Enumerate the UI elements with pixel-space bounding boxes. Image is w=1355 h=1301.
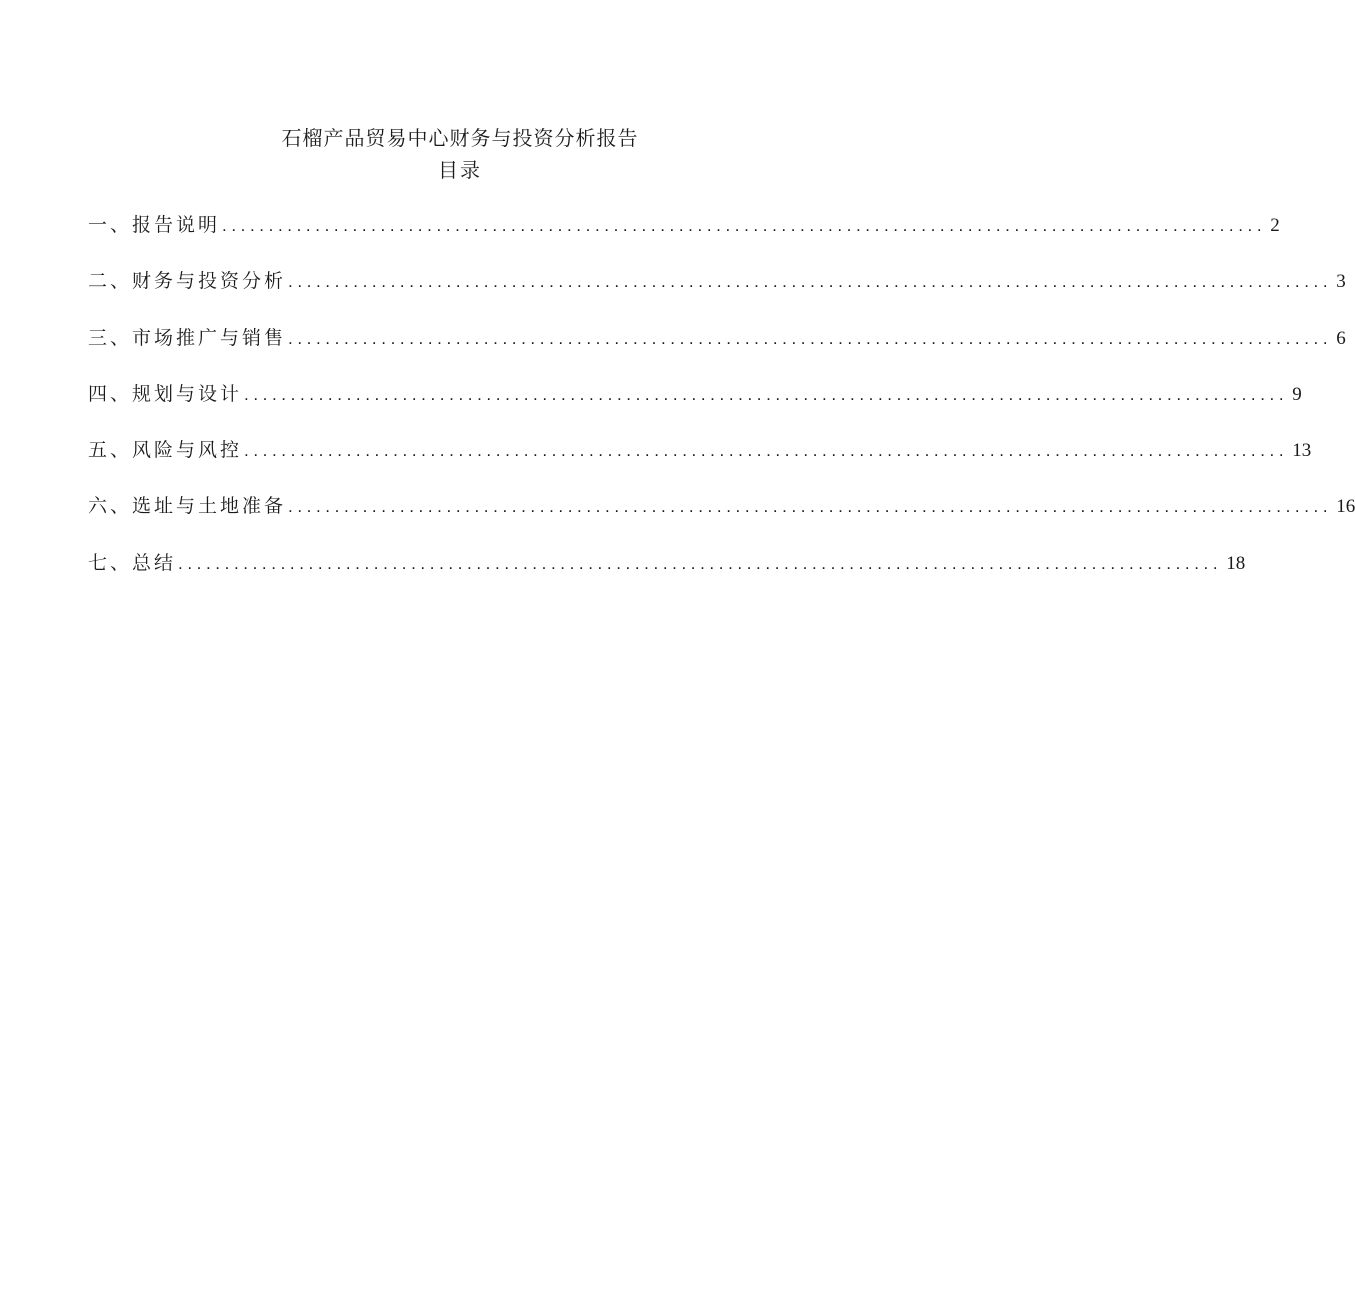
toc-entry-7[interactable] bbox=[88, 548, 1246, 604]
toc-entry-page: 3 bbox=[1336, 271, 1346, 293]
toc-dot-leader: ................................................................................................................ bbox=[288, 497, 1333, 517]
toc-entry-page: 18 bbox=[1226, 552, 1246, 574]
toc-entry-label: 七、总结 bbox=[88, 551, 177, 574]
toc-entry-page: 6 bbox=[1336, 327, 1346, 349]
toc-entry-2[interactable] bbox=[88, 266, 1346, 322]
toc-entry-1[interactable] bbox=[88, 210, 1280, 266]
toc-entry-3[interactable] bbox=[88, 323, 1346, 379]
toc-dot-leader: ................................................................................................................ bbox=[244, 384, 1289, 404]
toc-dot-leader: ................................................................................................................ bbox=[244, 441, 1289, 461]
toc-entry-5[interactable] bbox=[88, 435, 1312, 491]
toc-entry-4[interactable] bbox=[88, 379, 1302, 435]
toc-entry-page: 2 bbox=[1270, 215, 1280, 236]
toc-entry-label: 一、报告说明 bbox=[88, 214, 221, 236]
toc-entry-label: 四、规划与设计 bbox=[88, 382, 243, 405]
toc-entry-label: 三、市场推广与销售 bbox=[88, 326, 287, 349]
table-of-contents bbox=[88, 210, 1355, 604]
toc-entry-page: 13 bbox=[1292, 440, 1312, 462]
toc-dot-leader: ................................................................................................................ bbox=[222, 216, 1267, 235]
toc-entry-page: 16 bbox=[1336, 496, 1355, 518]
document-title: 石榴产品贸易中心财务与投资分析报告 bbox=[281, 126, 639, 150]
toc-entry-label: 二、财务与投资分析 bbox=[88, 270, 287, 293]
toc-dot-leader: ................................................................................................................ bbox=[288, 328, 1333, 348]
toc-entry-label: 五、风险与风控 bbox=[88, 439, 243, 462]
toc-entry-page: 9 bbox=[1292, 383, 1302, 405]
toc-dot-leader: ................................................................................................................ bbox=[178, 553, 1223, 573]
toc-entry-label: 六、选址与土地准备 bbox=[88, 495, 287, 518]
toc-heading: 目录 bbox=[438, 158, 482, 182]
toc-dot-leader: ................................................................................................................ bbox=[288, 272, 1333, 292]
toc-entry-6[interactable] bbox=[88, 491, 1355, 547]
